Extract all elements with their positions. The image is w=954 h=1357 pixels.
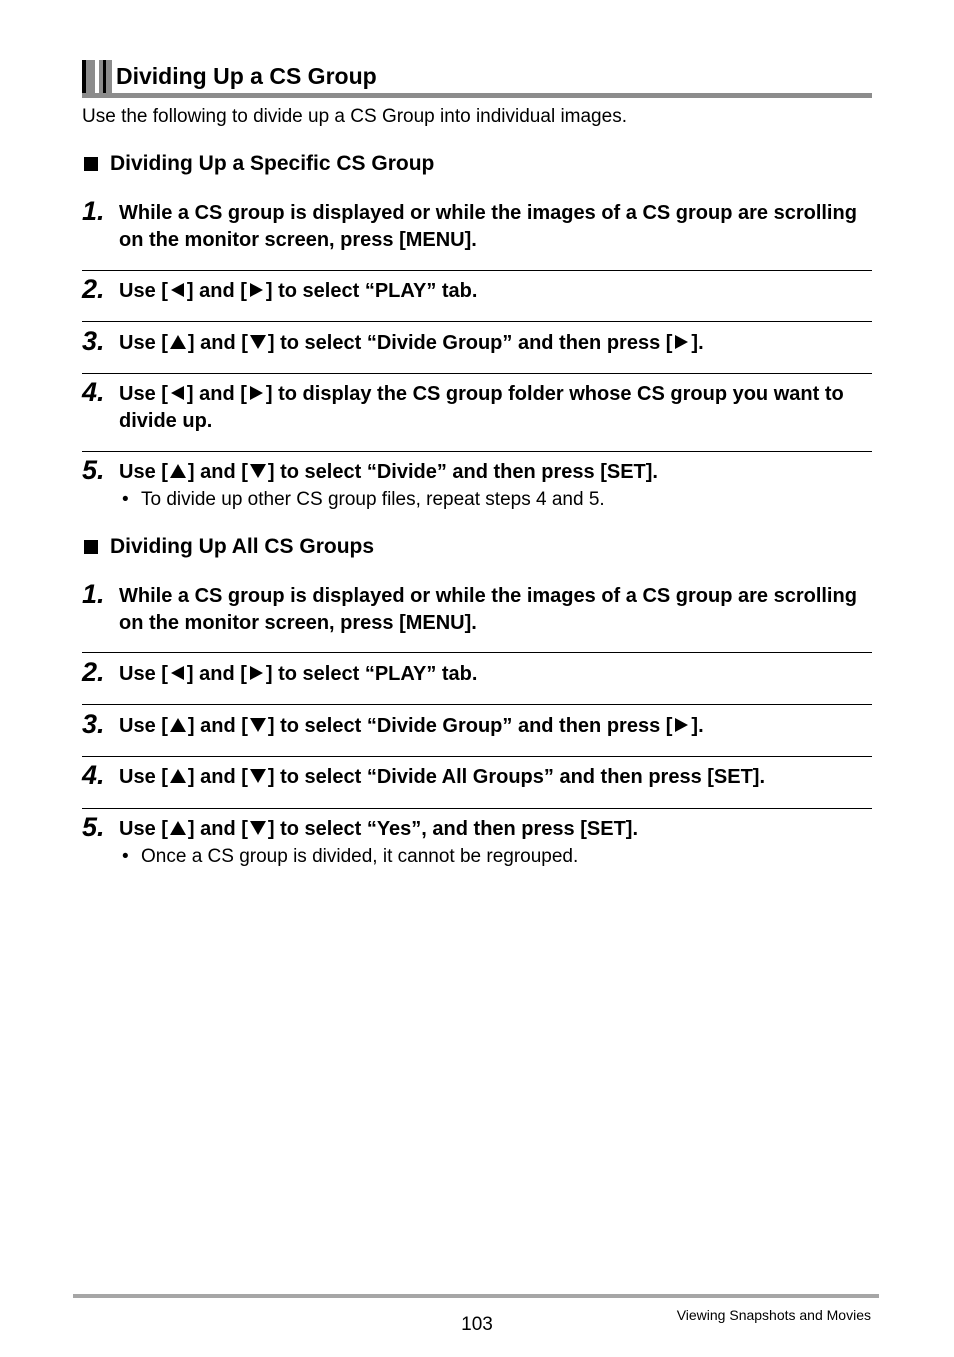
step-text: Use [ ] and [ ] to select “Yes”, and then press [SET]. (119, 818, 639, 840)
left-arrow-icon (171, 283, 184, 297)
step-number: 1. (82, 196, 105, 226)
divider (82, 373, 872, 374)
step-number: 3. (82, 709, 105, 739)
heading-bar-decoration (103, 60, 106, 96)
footer-section-label: Viewing Snapshots and Movies (676, 1307, 871, 1323)
down-arrow-icon (250, 335, 266, 349)
right-arrow-icon (675, 335, 688, 349)
intro-text: Use the following to divide up a CS Group into individual images. (82, 106, 627, 127)
right-arrow-icon (250, 283, 263, 297)
up-arrow-icon (170, 821, 186, 835)
step-text: Use [ ] and [ ] to select “Divide Group” and then press [ ]. (119, 715, 704, 737)
step-number: 3. (82, 326, 105, 356)
step-text: Use [ ] and [ ] to select “Divide All Groups” and then press [SET]. (119, 766, 766, 788)
subsection-title: Dividing Up All CS Groups (110, 535, 375, 558)
down-arrow-icon (250, 821, 266, 835)
down-arrow-icon (250, 769, 266, 783)
step-text: While a CS group is displayed or while the images of a CS group are scrolling on the monitor screen, press [MENU]. (119, 202, 857, 251)
section-heading (82, 58, 872, 98)
step-note: • Once a CS group is divided, it cannot be regrouped. (122, 846, 579, 867)
step-text: Use [ ] and [ ] to select “Divide Group” and then press [ ]. (119, 332, 704, 354)
divider (82, 808, 872, 809)
divider (82, 652, 872, 653)
divider (82, 756, 872, 757)
step-number: 1. (82, 579, 105, 609)
heading-bar-decoration (82, 60, 86, 96)
step-number: 2. (82, 657, 105, 687)
square-bullet-icon (84, 540, 98, 554)
step-text: Use [ ] and [ ] to select “PLAY” tab. (119, 663, 478, 685)
up-arrow-icon (170, 769, 186, 783)
step-note: • To divide up other CS group files, repeat steps 4 and 5. (122, 489, 605, 510)
page-number: 103 (461, 1314, 493, 1335)
page-title: Dividing Up a CS Group (116, 63, 377, 89)
down-arrow-icon (250, 464, 266, 478)
left-arrow-icon (171, 386, 184, 400)
divider (82, 270, 872, 271)
step-text: While a CS group is displayed or while the images of a CS group are scrolling on the monitor screen, press [MENU]. (119, 585, 857, 634)
right-arrow-icon (250, 386, 263, 400)
step-text: Use [ ] and [ ] to select “PLAY” tab. (119, 280, 478, 302)
step-text: Use [ ] and [ ] to select “Divide” and then press [SET]. (119, 461, 658, 483)
up-arrow-icon (170, 464, 186, 478)
square-bullet-icon (84, 157, 98, 171)
down-arrow-icon (250, 718, 266, 732)
step-number: 4. (82, 377, 105, 407)
divider (82, 451, 872, 452)
divider (82, 704, 872, 705)
heading-underline (82, 93, 872, 98)
left-arrow-icon (171, 666, 184, 680)
subsection-title: Dividing Up a Specific CS Group (110, 152, 435, 175)
step-text: Use [ ] and [ ] to display the CS group folder whose CS group you want to divide up. (119, 383, 844, 432)
up-arrow-icon (170, 335, 186, 349)
step-number: 5. (82, 455, 105, 485)
divider (82, 321, 872, 322)
footer-rule (73, 1294, 879, 1298)
subsection-heading (84, 151, 434, 177)
step-number: 5. (82, 812, 105, 842)
right-arrow-icon (250, 666, 263, 680)
step-number: 4. (82, 760, 105, 790)
subsection-heading (84, 534, 374, 560)
up-arrow-icon (170, 718, 186, 732)
step-number: 2. (82, 274, 105, 304)
right-arrow-icon (675, 718, 688, 732)
